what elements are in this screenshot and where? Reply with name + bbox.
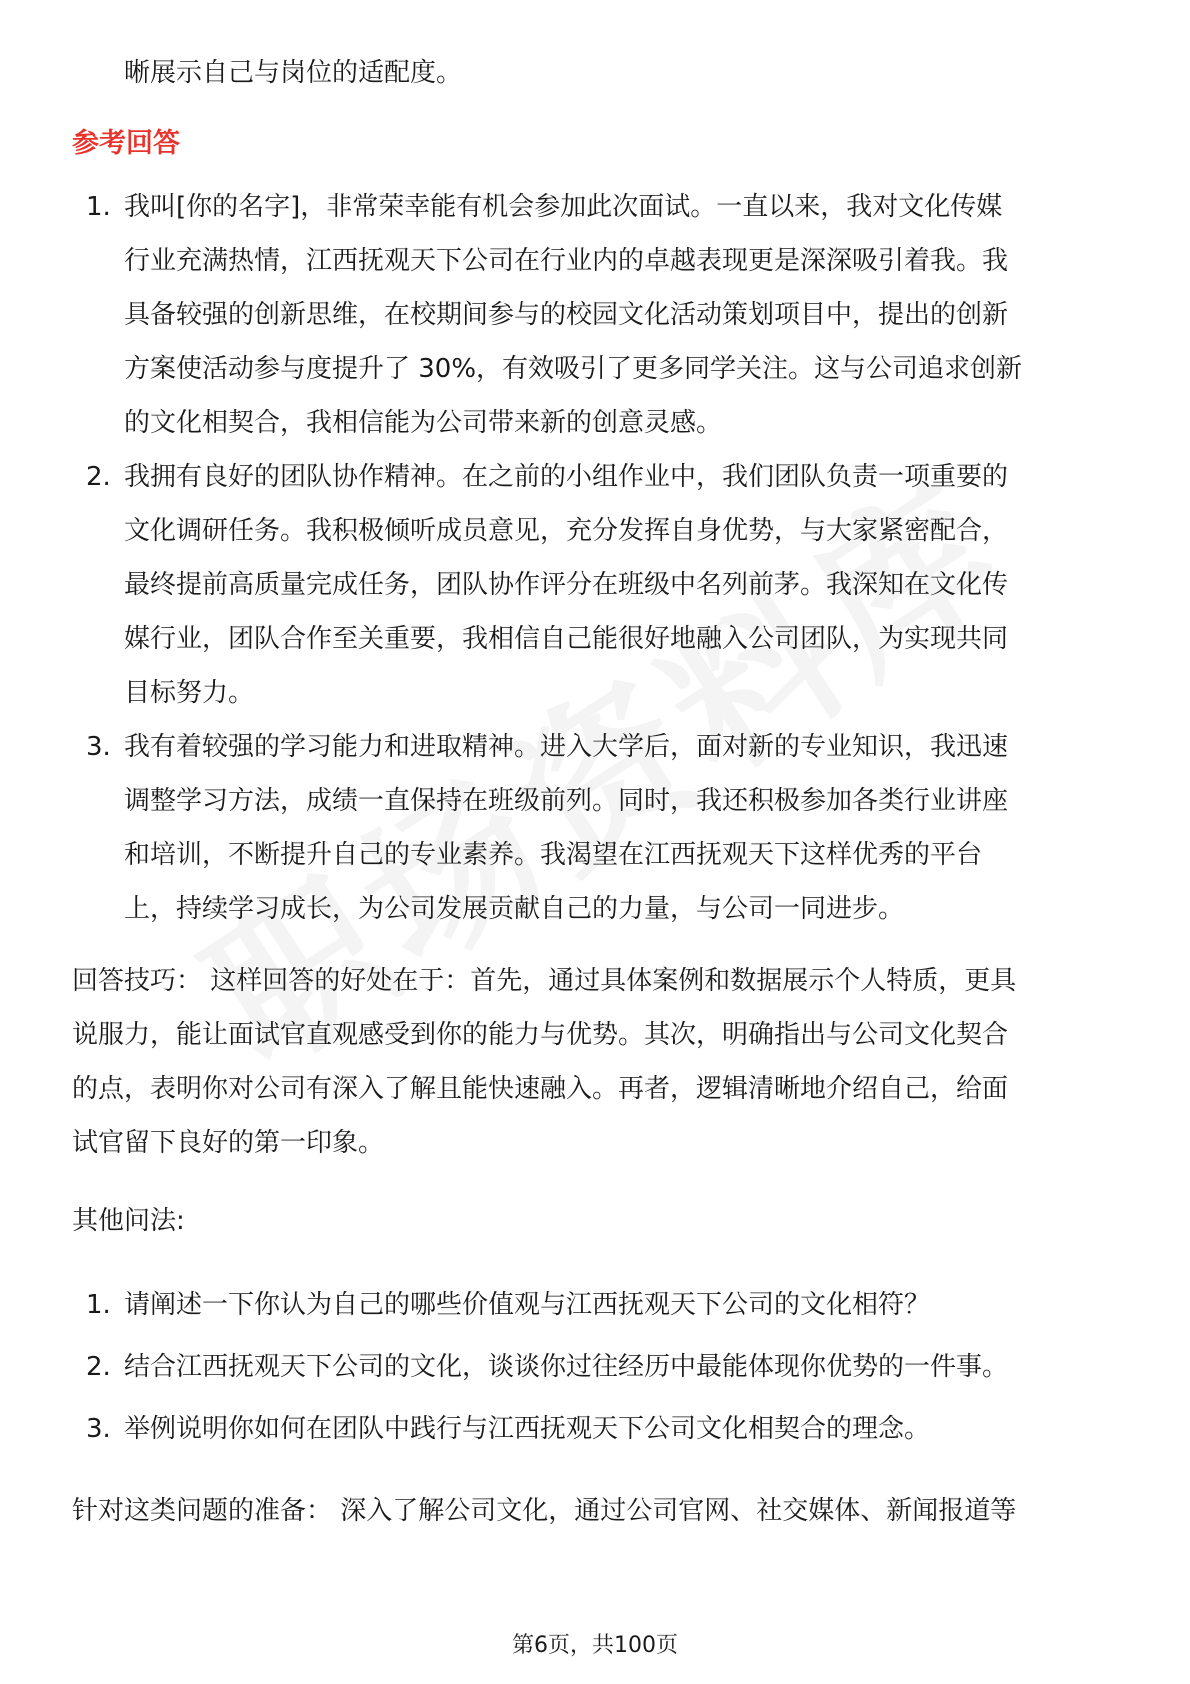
other-questions-heading: 其他问法:	[72, 1206, 185, 1236]
answer-line: 文化调研任务。我积极倾听成员意见，充分发挥自身优势，与大家紧密配合，	[124, 516, 1009, 546]
list-number: 1.	[86, 1290, 111, 1320]
tips-line: 说服力，能让面试官直观感受到你的能力与优势。其次，明确指出与公司文化契合	[72, 1020, 1009, 1050]
page-number-footer: 第6页，共100页	[512, 1633, 678, 1658]
answer-line: 方案使活动参与度提升了 30%，有效吸引了更多同学关注。这与公司追求创新	[124, 354, 1023, 384]
answer-line: 最终提前高质量完成任务，团队协作评分在班级中名列前茅。我深知在文化传	[124, 570, 1009, 600]
list-number: 1.	[86, 192, 111, 222]
continuation-text: 晰展示自己与岗位的适配度。	[124, 58, 463, 88]
answer-line: 我有着较强的学习能力和进取精神。进入大学后，面对新的专业知识，我迅速	[124, 732, 1009, 762]
list-number: 3.	[86, 732, 111, 762]
answer-line: 媒行业，团队合作至关重要，我相信自己能很好地融入公司团队，为实现共同	[124, 624, 1009, 654]
answer-line: 和培训，不断提升自己的专业素养。我渴望在江西抚观天下这样优秀的平台	[124, 840, 983, 870]
answer-line: 上，持续学习成长，为公司发展贡献自己的力量，与公司一同进步。	[124, 894, 905, 924]
tips-line: 试官留下良好的第一印象。	[72, 1128, 385, 1158]
question-text: 结合江西抚观天下公司的文化，谈谈你过往经历中最能体现你优势的一件事。	[124, 1352, 1009, 1382]
list-number: 3.	[86, 1414, 111, 1444]
question-text: 举例说明你如何在团队中践行与江西抚观天下公司文化相契合的理念。	[124, 1414, 931, 1444]
answer-line: 我拥有良好的团队协作精神。在之前的小组作业中，我们团队负责一项重要的	[124, 462, 1009, 492]
tips-line: 的点，表明你对公司有深入了解且能快速融入。再者，逻辑清晰地介绍自己，给面	[72, 1074, 1009, 1104]
tips-line: 回答技巧： 这样回答的好处在于：首先，通过具体案例和数据展示个人特质，更具	[72, 966, 1017, 996]
list-number: 2.	[86, 1352, 111, 1382]
answer-line: 我叫[你的名字]，非常荣幸能有机会参加此次面试。一直以来，我对文化传媒	[124, 192, 1003, 222]
preparation-text: 针对这类问题的准备： 深入了解公司文化，通过公司官网、社交媒体、新闻报道等	[72, 1496, 1017, 1526]
answer-line: 的文化相契合，我相信能为公司带来新的创意灵感。	[124, 408, 723, 438]
answer-line: 具备较强的创新思维，在校期间参与的校园文化活动策划项目中，提出的创新	[124, 300, 1009, 330]
answer-line: 调整学习方法，成绩一直保持在班级前列。同时，我还积极参加各类行业讲座	[124, 786, 1009, 816]
list-number: 2.	[86, 462, 111, 492]
answer-line: 目标努力。	[124, 678, 255, 708]
question-text: 请阐述一下你认为自己的哪些价值观与江西抚观天下公司的文化相符？	[124, 1290, 931, 1320]
reference-answer-heading: 参考回答	[72, 128, 180, 159]
answer-line: 行业充满热情，江西抚观天下公司在行业内的卓越表现更是深深吸引着我。我	[124, 246, 1009, 276]
